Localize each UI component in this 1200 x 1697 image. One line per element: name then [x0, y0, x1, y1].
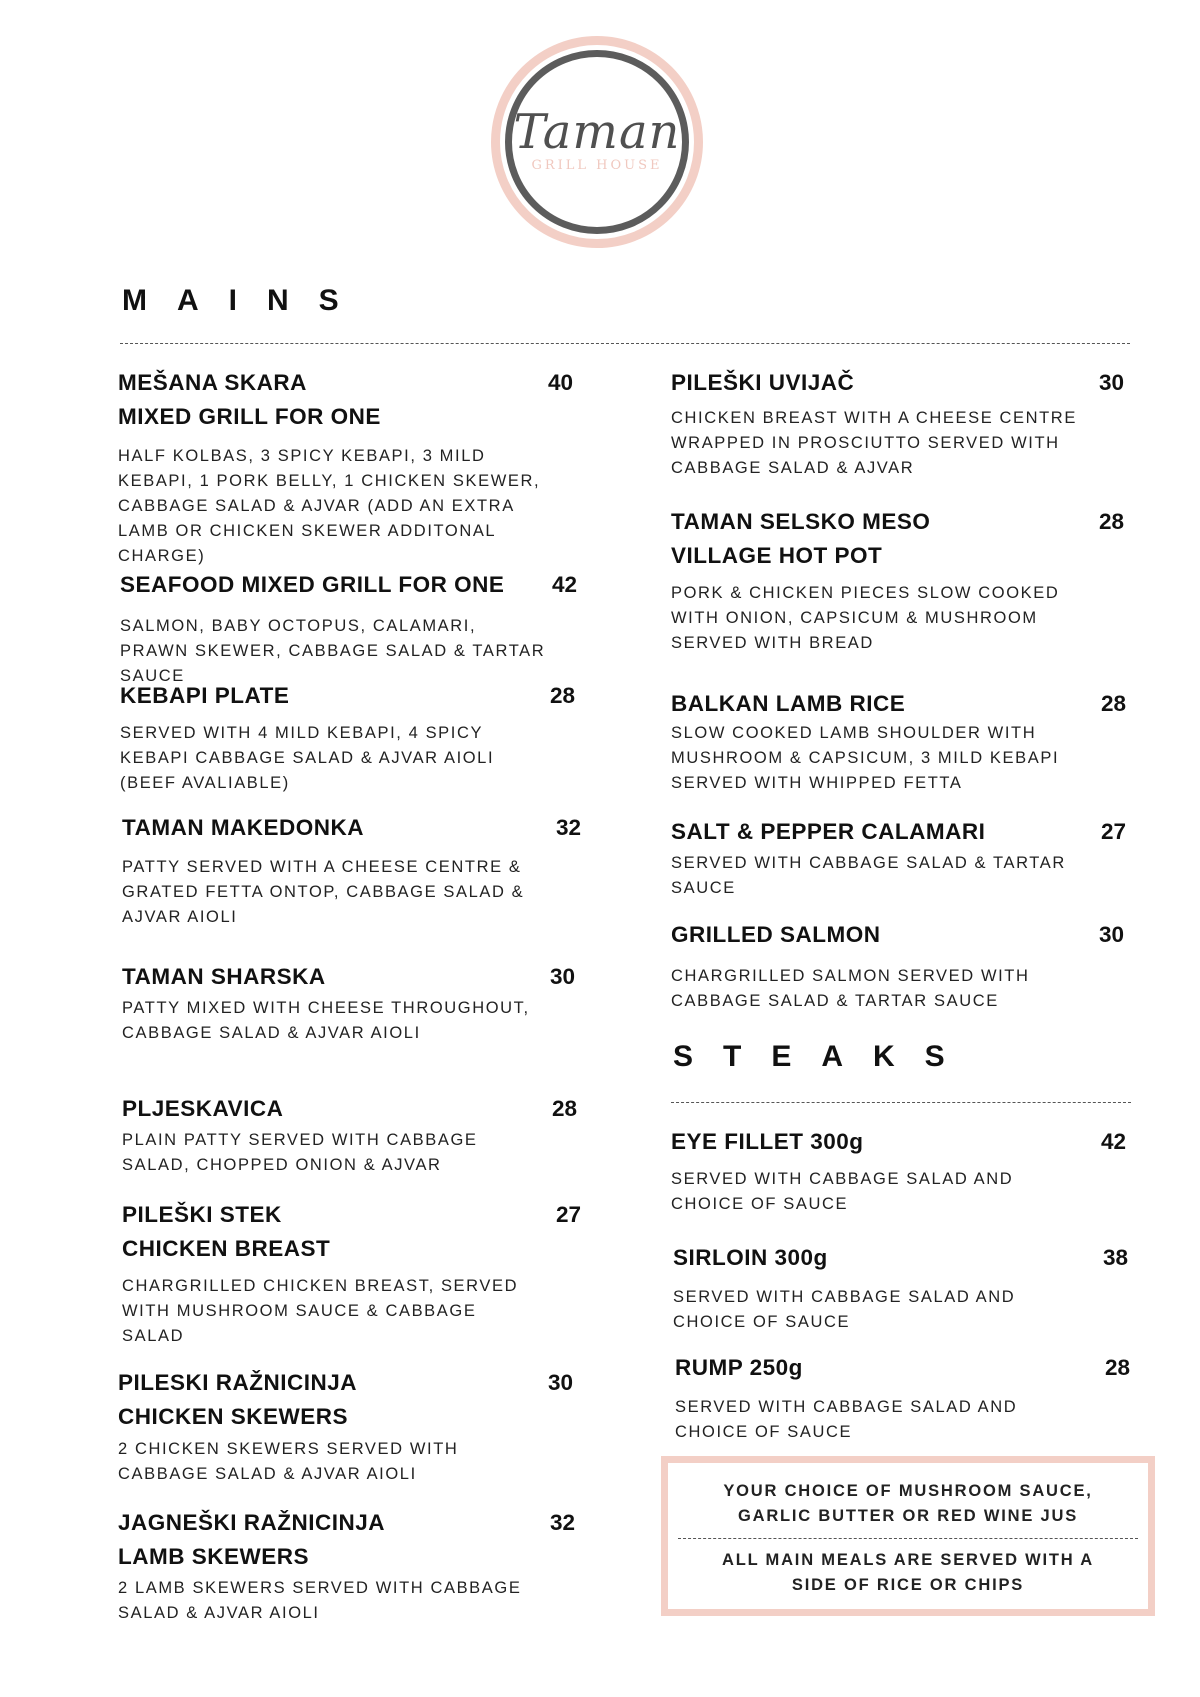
- item-title: TAMAN SHARSKA: [122, 964, 326, 989]
- item-price: 30: [1099, 370, 1125, 395]
- logo-inner-ring: [505, 50, 689, 234]
- item-price: 32: [550, 1510, 576, 1535]
- item-title: EYE FILLET 300g: [671, 1129, 864, 1154]
- item-price: 30: [548, 1370, 574, 1395]
- note-divider: [678, 1538, 1138, 1539]
- item-price: 42: [1101, 1129, 1127, 1154]
- item-price: 30: [1099, 922, 1125, 947]
- item-price: 28: [1101, 691, 1127, 716]
- item-title: BALKAN LAMB RICE: [671, 691, 906, 716]
- item-price: 40: [548, 370, 574, 395]
- item-price: 28: [1099, 509, 1125, 534]
- item-description: HALF KOLBAS, 3 SPICY KEBAPI, 3 MILD KEBAPI, 1 PORK BELLY, 1 CHICKEN SKEWER, CABBAGE SALAD & AJVAR (ADD AN EXTRA LAMB OR CHICKEN SKEWER ADDITONAL CHARGE): [118, 447, 541, 565]
- item-description: SERVED WITH 4 MILD KEBAPI, 4 SPICY KEBAPI CABBAGE SALAD & AJVAR AIOLI (BEEF AVALIABLE): [120, 724, 495, 792]
- item-price: 38: [1103, 1245, 1129, 1270]
- menu-item: [120, 568, 586, 689]
- steaks-divider: [671, 1102, 1131, 1103]
- item-subtitle: MIXED GRILL FOR ONE: [118, 404, 381, 429]
- item-description: SERVED WITH CABBAGE SALAD AND CHOICE OF SAUCE: [675, 1398, 1018, 1441]
- steaks-heading: STEAKS: [673, 1040, 975, 1073]
- sauce-choice-note: YOUR CHOICE OF MUSHROOM SAUCE, GARLIC BUTTER OR RED WINE JUS: [723, 1482, 1093, 1525]
- item-title: SALT & PEPPER CALAMARI: [671, 819, 986, 844]
- item-description: SLOW COOKED LAMB SHOULDER WITH MUSHROOM & CAPSICUM, 3 MILD KEBAPI SERVED WITH WHIPPED FETTA: [671, 724, 1060, 792]
- logo-wordmark: Taman: [513, 103, 681, 160]
- menu-item: [120, 679, 586, 796]
- item-title: KEBAPI PLATE: [120, 683, 290, 708]
- item-subtitle: CHICKEN BREAST: [122, 1236, 331, 1261]
- item-title: PILEŠKI UVIJAČ: [671, 370, 855, 395]
- item-subtitle: LAMB SKEWERS: [118, 1544, 309, 1569]
- item-description: PATTY SERVED WITH A CHEESE CENTRE & GRATED FETTA ONTOP, CABBAGE SALAD & AJVAR AIOLI: [122, 858, 525, 926]
- mains-heading: MAINS: [122, 284, 369, 317]
- item-description: CHARGRILLED CHICKEN BREAST, SERVED WITH MUSHROOM SAUCE & CABBAGE SALAD: [122, 1277, 519, 1345]
- mains-divider: [120, 343, 1130, 344]
- menu-item: [671, 505, 1137, 656]
- menu-item: [122, 1092, 588, 1178]
- item-description: CHICKEN BREAST WITH A CHEESE CENTRE WRAPPED IN PROSCIUTTO SERVED WITH CABBAGE SALAD & AJVAR: [671, 409, 1077, 477]
- item-title: TAMAN SELSKO MESO: [671, 509, 931, 534]
- item-description: 2 LAMB SKEWERS SERVED WITH CABBAGE SALAD & AJVAR AIOLI: [118, 1579, 522, 1622]
- item-price: 27: [1101, 819, 1127, 844]
- menu-item: [118, 366, 584, 569]
- menu-item: [671, 918, 1137, 1014]
- item-description: SERVED WITH CABBAGE SALAD AND CHOICE OF SAUCE: [671, 1170, 1014, 1213]
- item-title: GRILLED SALMON: [671, 922, 881, 947]
- sauce-sides-note-box: [661, 1456, 1155, 1616]
- item-price: 28: [550, 683, 576, 708]
- item-description: CHARGRILLED SALMON SERVED WITH CABBAGE SALAD & TARTAR SAUCE: [671, 967, 1030, 1010]
- item-title: PLJESKAVICA: [122, 1096, 284, 1121]
- item-subtitle: CHICKEN SKEWERS: [118, 1404, 349, 1429]
- item-subtitle: VILLAGE HOT POT: [671, 543, 883, 568]
- menu-item: [118, 1366, 584, 1487]
- item-price: 28: [1105, 1355, 1131, 1380]
- steak-item: [671, 1125, 1137, 1217]
- item-description: SALMON, BABY OCTOPUS, CALAMARI, PRAWN SKEWER, CABBAGE SALAD & TARTAR SAUCE: [120, 617, 546, 685]
- menu-item: [671, 366, 1137, 481]
- menu-item: [122, 1198, 588, 1349]
- item-title: JAGNEŠKI RAŽNICINJA: [118, 1510, 386, 1535]
- logo-outer-ring: [491, 36, 703, 248]
- item-price: 28: [552, 1096, 578, 1121]
- logo-tagline: GRILL HOUSE: [531, 157, 663, 173]
- item-title: PILESKI RAŽNICINJA: [118, 1370, 358, 1395]
- steak-item: [673, 1241, 1139, 1335]
- item-title: PILEŠKI STEK: [122, 1202, 282, 1227]
- item-price: 32: [556, 815, 582, 840]
- sides-note: ALL MAIN MEALS ARE SERVED WITH A SIDE OF RICE OR CHIPS: [721, 1551, 1095, 1594]
- item-description: SERVED WITH CABBAGE SALAD & TARTAR SAUCE: [671, 854, 1066, 897]
- menu-item: [671, 815, 1137, 901]
- item-title: RUMP 250g: [675, 1355, 803, 1380]
- item-title: MEŠANA SKARA: [118, 370, 307, 395]
- menu-item: [122, 811, 588, 930]
- item-price: 30: [550, 964, 576, 989]
- item-price: 42: [552, 572, 578, 597]
- item-description: 2 CHICKEN SKEWERS SERVED WITH CABBAGE SALAD & AJVAR AIOLI: [118, 1440, 459, 1483]
- item-description: PATTY MIXED WITH CHEESE THROUGHOUT, CABBAGE SALAD & AJVAR AIOLI: [122, 999, 530, 1042]
- item-description: PORK & CHICKEN PIECES SLOW COOKED WITH ONION, CAPSICUM & MUSHROOM SERVED WITH BREAD: [671, 584, 1060, 652]
- item-title: SIRLOIN 300g: [673, 1245, 828, 1270]
- item-description: PLAIN PATTY SERVED WITH CABBAGE SALAD, CHOPPED ONION & AJVAR: [122, 1131, 478, 1174]
- item-title: SEAFOOD MIXED GRILL FOR ONE: [120, 572, 505, 597]
- steak-item: [675, 1351, 1141, 1445]
- item-price: 27: [556, 1202, 582, 1227]
- menu-item: [122, 960, 588, 1046]
- menu-item: [118, 1506, 584, 1626]
- item-title: TAMAN MAKEDONKA: [122, 815, 365, 840]
- item-description: SERVED WITH CABBAGE SALAD AND CHOICE OF SAUCE: [673, 1288, 1016, 1331]
- menu-item: [671, 687, 1137, 796]
